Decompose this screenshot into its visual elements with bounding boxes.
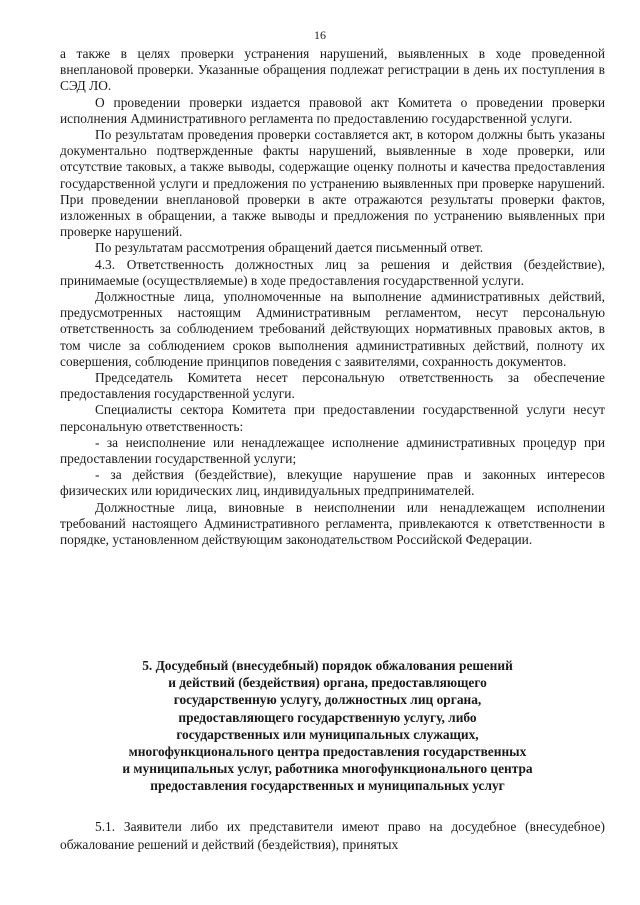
heading-line: государственную услугу, должностных лиц органа, [173, 692, 482, 708]
heading-line: и муниципальных услуг, работника многофункционального центра [122, 761, 533, 777]
paragraph-inspection-results: По результатам проведения проверки составляется акт, в котором должны быть указаны документально подтвержденные факты нарушений, выявленные в ходе проверки, или отсутствие таковых, а также выводы, содержащие оценку полноты и качества предоставления государственной услуги и предложения по устранению выявленных при проверке нарушений. При проведении внеплановой проверки в акте отражаются результаты проверки фактов, изложенных в обращении, а также выводы и предложения по устранению выявленных при проверке нарушений. [60, 127, 605, 240]
paragraph-liability: Должностные лица, виновные в неисполнении или ненадлежащем исполнении требований настоящего Административного регламента, привлекаются к ответственности в порядке, установленном действующим законодательством Российской Федерации. [60, 499, 605, 548]
paragraph-continuation: а также в целях проверки устранения нарушений, выявленных в ходе проведенной внеплановой проверки. Указанные обращения подлежат регистрации в день их поступления в СЭД ЛО. [60, 46, 605, 94]
paragraph-inspection-act: О проведении проверки издается правовой акт Комитета о проведении проверки исполнения Административного регламента по предоставлению государственной услуги. [60, 94, 605, 126]
list-item-non-performance: - за неисполнение или ненадлежащее исполнение административных процедур при предоставлении государственной услуги; [60, 434, 605, 467]
paragraph-chairman-responsibility: Председатель Комитета несет персональную ответственность за обеспечение предоставления государственной услуги. [60, 370, 605, 402]
paragraph-officials-responsibility: Должностные лица, уполномоченные на выполнение административных действий, предусмотренных настоящим Административным регламентом, несут персональную ответственность за соблюдением требований действующих нормативных правовых актов, в том числе за соблюдением сроков выполнения административных действий, полноту их совершения, соблюдение принципов поведения с заявителями, сохранность документов. [60, 289, 605, 369]
section-5-body [60, 818, 605, 853]
document-body [60, 46, 605, 548]
paragraph-written-answer: По результатам рассмотрения обращений дается письменный ответ. [95, 240, 484, 256]
heading-line: предоставления государственных и муниципальных услуг [150, 778, 505, 794]
paragraph-specialists-responsibility: Специалисты сектора Комитета при предоставлении государственной услуги несут персональную ответственность: [60, 402, 605, 434]
section-5-heading [75, 657, 580, 795]
list-item-actions-violation: - за действия (бездействие), влекущие нарушение прав и законных интересов физических или юридических лиц, индивидуальных предпринимателей. [60, 467, 605, 499]
heading-line: предоставляющего государственную услугу, либо [178, 709, 477, 725]
heading-line: государственных или муниципальных служащих, [176, 726, 479, 742]
heading-line: и действий (бездействия) органа, предоставляющего [168, 675, 487, 691]
heading-line: 5. Досудебный (внесудебный) порядок обжалования решений [142, 658, 513, 673]
page-number: 16 [314, 28, 326, 42]
paragraph-5-1: 5.1. Заявители либо их представители имеют право на досудебное (внесудебное) обжалование решений и действий (бездействия), принятых [60, 819, 605, 852]
paragraph-4-3: 4.3. Ответственность должностных лиц за решения и действия (бездействие), принимаемые (осуществляемые) в ходе предоставления государственной услуги. [60, 256, 605, 288]
heading-line: многофункционального центра предоставления государственных [128, 744, 527, 760]
